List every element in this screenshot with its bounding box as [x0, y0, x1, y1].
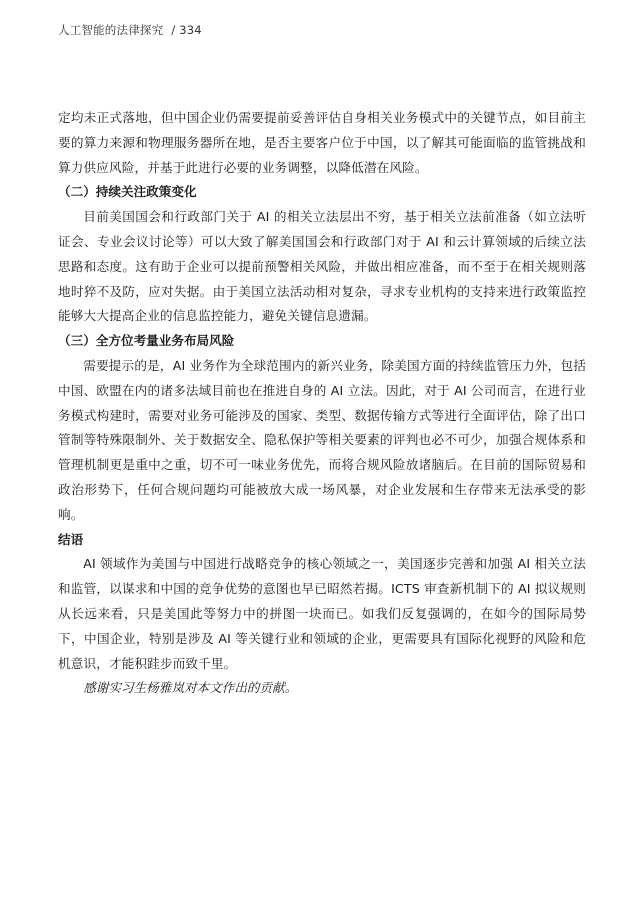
- page-number: / 334: [171, 23, 202, 37]
- section-heading-policy-changes: （二）持续关注政策变化: [58, 184, 197, 200]
- running-header: [58, 22, 202, 38]
- book-title: 人工智能的法律探究: [58, 23, 164, 37]
- article-body: [58, 106, 586, 701]
- paragraph-continuation: 定均未正式落地，但中国企业仍需要提前妥善评估自身相关业务模式中的关键节点，如目前主要的算力来源和物理服务器所在地，是否主要客户位于中国，以了解其可能面临的监管挑战和算力供应风险，并基于此进行必要的业务调整，以降低潜在风险。: [58, 110, 586, 175]
- section-heading-business-layout-risk: （三）全方位考量业务布局风险: [58, 333, 235, 349]
- acknowledgement: 感谢实习生杨雅岚对本文作出的贡献。: [83, 680, 298, 696]
- paragraph-business-layout-risk: 需要提示的是，AI 业务作为全球范围内的新兴业务，除美国方面的持续监管压力外，包括中国、欧盟在内的诸多法域目前也在推进自身的 AI 立法。因此，对于 AI 公司而言，在进行业务模式构建时，需要对业务可能涉及的国家、类型、数据传输方式等进行全面评估，除了出口管制等特殊限制外、关于数据安全、隐私保护等相关要素的评判也必不可少，加强合规体系和管理机制更是重中之重，切不可一味业务优先，而将合规风险放诸脑后。在目前的国际贸易和政治形势下，任何合规问题均可能被放大成一场风暴，对企业发展和生存带来无法承受的影响。: [58, 357, 586, 522]
- paragraph-conclusion: AI 领域作为美国与中国进行战略竞争的核心领域之一，美国逐步完善和加强 AI 相关立法和监管，以谋求和中国的竞争优势的意图也早已昭然若揭。ICTS 审查新机制下的 AI 拟议规则从长远来看，只是美国此等努力中的拼图一块而已。如我们反复强调的，在如今的国际局势下，中国企业，特别是涉及 AI 等关键行业和领域的企业，更需要具有国际化视野的风险和危机意识，才能积跬步而致千里。: [58, 556, 586, 671]
- paragraph-policy-changes: 目前美国国会和行政部门关于 AI 的相关立法层出不穷，基于相关立法前准备（如立法听证会、专业会议讨论等）可以大致了解美国国会和行政部门对于 AI 和云计算领域的后续立法思路和态度。这有助于企业可以提前预警相关风险，并做出相应准备，而不至于在相关规则落地时猝不及防，应对失据。由于美国立法活动相对复杂，寻求专业机构的支持来进行政策监控能够大大提高企业的信息监控能力，避免关键信息遗漏。: [58, 209, 586, 324]
- section-heading-conclusion: 结语: [58, 531, 84, 547]
